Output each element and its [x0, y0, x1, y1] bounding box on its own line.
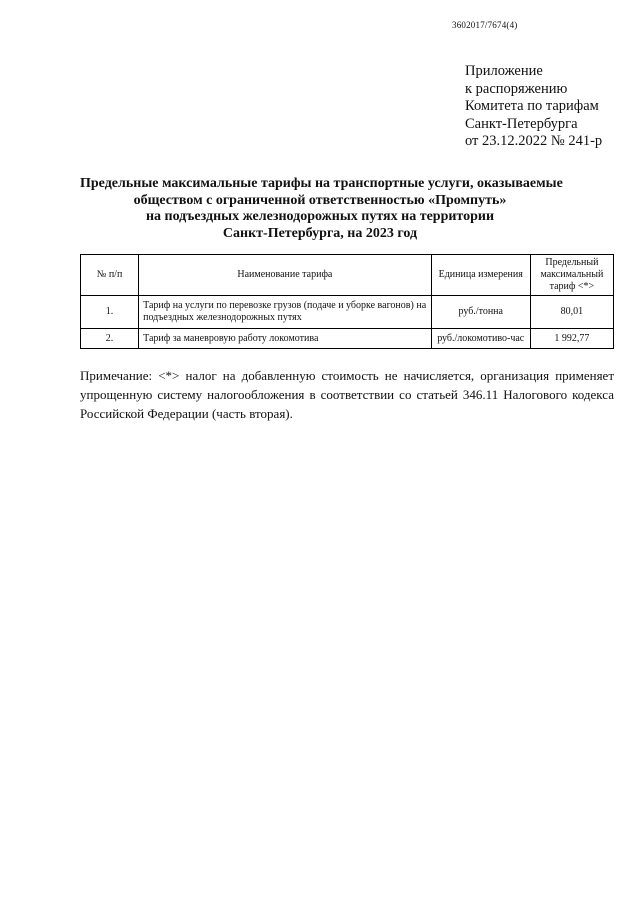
- header-tariff-line: Предельный: [545, 257, 599, 268]
- header-num: № п/п: [81, 255, 139, 296]
- table-row: [81, 329, 614, 349]
- row-unit: руб./локомотиво-час: [431, 329, 530, 349]
- row-tariff: 80,01: [530, 296, 613, 329]
- appendix-line: к распоряжению: [465, 80, 568, 97]
- row-name: Тариф за маневровую работу локомотива: [139, 329, 432, 349]
- header-unit: Единица измерения: [431, 255, 530, 296]
- appendix-line: Санкт-Петербурга: [465, 115, 578, 132]
- table-header-row: [81, 255, 614, 296]
- header-name: Наименование тарифа: [139, 255, 432, 296]
- row-num: 1.: [81, 296, 139, 329]
- appendix-line: Комитета по тарифам: [465, 98, 599, 114]
- row-num: 2.: [81, 329, 139, 349]
- row-name: Тариф на услуги по перевозке грузов (подаче и уборке вагонов) на подъездных железнодорожных путях: [139, 296, 432, 329]
- row-tariff: 1 992,77: [530, 329, 613, 349]
- appendix-block: [465, 63, 602, 151]
- document-title: [80, 176, 563, 242]
- appendix-line: Приложение: [465, 63, 543, 79]
- tariff-table: [80, 254, 614, 349]
- table-row: [81, 296, 614, 329]
- row-unit: руб./тонна: [431, 296, 530, 329]
- appendix-line: от 23.12.2022 № 241-р: [465, 133, 603, 149]
- title-line: на подъездных железнодорожных путях на территории: [145, 209, 495, 225]
- header-tariff-line: максимальный: [540, 269, 604, 280]
- header-tariff: [530, 255, 613, 296]
- title-line: Предельные максимальные тарифы на транспортные услуги, оказываемые: [80, 176, 563, 191]
- document-id: 3602017/7674(4): [452, 20, 518, 30]
- header-tariff-line: тариф <*>: [549, 281, 595, 292]
- title-line: обществом с ограниченной ответственностью «Промпуть»: [133, 192, 507, 208]
- footnote: Примечание: <*> налог на добавленную стоимость не начисляется, организация применяет упрощенную систему налогообложения в соответствии со статьей 346.11 Налогового кодекса Российской Федерации (часть вторая).: [80, 368, 614, 421]
- title-line: Санкт-Петербурга, на 2023 год: [222, 225, 418, 241]
